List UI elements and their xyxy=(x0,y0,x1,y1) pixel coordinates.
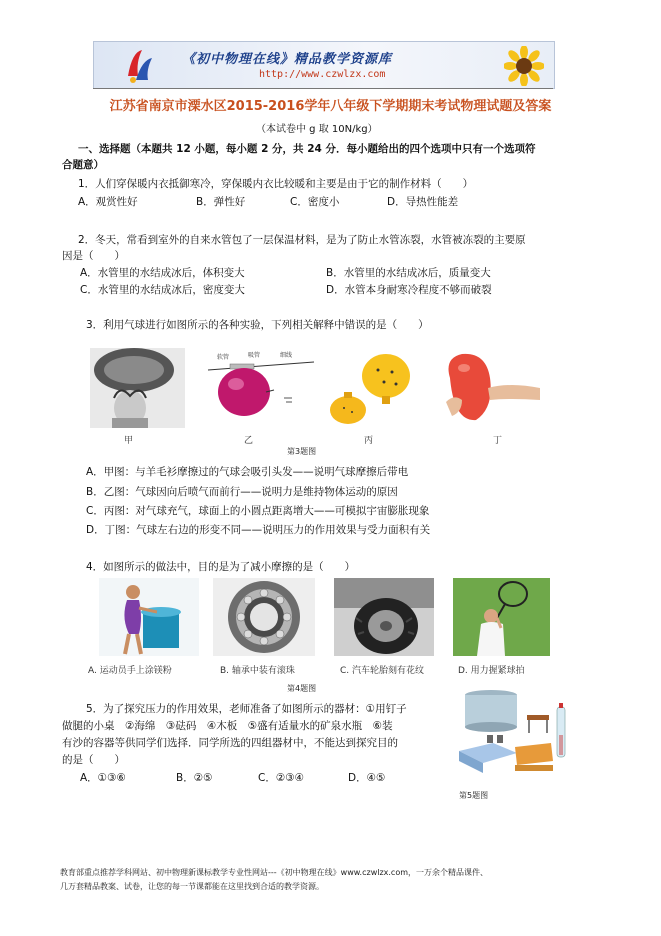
q3-option-a: A．甲图：与羊毛衫摩擦过的气球会吸引头发——说明气球摩擦后带电 xyxy=(86,466,409,478)
q4-figure-a xyxy=(99,578,199,656)
q3-label-yi: 乙 xyxy=(244,436,254,446)
q2-option-a: A．水管里的水结成冰后，体积变大 xyxy=(80,267,245,279)
footer-line1: 教育部重点推荐学科网站、初中物理新课标教学专业性网站---《初中物理在线》www.czwlzx.com，一万余个精品课件、 xyxy=(60,868,489,877)
q3-figure-bing xyxy=(326,350,416,430)
q4-option-a: A. 运动员手上涂镁粉 xyxy=(88,666,172,676)
q4-stem: 4．如图所示的做法中，目的是为了减小摩擦的是（ ） xyxy=(86,561,356,573)
q4-figure-b xyxy=(213,578,315,656)
q3-label-hose: 软管 xyxy=(217,354,230,361)
q1-option-d: D．导热性能差 xyxy=(387,196,459,208)
q5-caption: 第5题图 xyxy=(459,791,489,800)
header-divider xyxy=(93,88,553,89)
q3-option-c: C．丙图：对气球充气，球面上的小圆点距离增大——可模拟宇宙膨胀现象 xyxy=(86,505,430,517)
sunflower-icon xyxy=(504,46,544,86)
q3-option-d: D．丁图：气球左右边的形变不同——说明压力的作用效果与受力面积有关 xyxy=(86,524,431,536)
banner-url[interactable]: http://www.czwlzx.com xyxy=(259,69,386,80)
exam-title: 江苏省南京市溧水区2015-2016学年八年级下学期期末考试物理试题及答案 xyxy=(109,99,552,114)
q5-line4: 的是（ ） xyxy=(62,754,125,766)
q3-label-jia: 甲 xyxy=(124,436,134,446)
q2-stem-line1: 2．冬天，常看到室外的自来水管包了一层保温材料，是为了防止水管冻裂，水管被冻裂的主要原 xyxy=(78,234,526,246)
q3-label-straw: 吸管 xyxy=(248,352,261,359)
q4-figure-d xyxy=(453,578,550,656)
q3-caption: 第3题图 xyxy=(287,447,317,456)
q3-label-bing: 丙 xyxy=(364,436,374,446)
q3-figure-ding xyxy=(440,348,550,428)
page-footer xyxy=(60,866,620,894)
q5-option-c: C．②③④ xyxy=(258,772,305,784)
q2-option-b: B．水管里的水结成冰后，质量变大 xyxy=(326,267,491,279)
q3-figure-jia xyxy=(90,348,185,428)
section-heading-line2: 合题意） xyxy=(62,159,104,171)
q4-option-c: C. 汽车轮胎刻有花纹 xyxy=(340,666,425,676)
q4-option-d: D. 用力握紧球拍 xyxy=(458,666,525,676)
q5-line3: 有沙的容器等供同学们选择．同学所选的四组器材中，不能达到探究目的 xyxy=(62,737,398,749)
q5-line2: 做腿的小桌 ②海绵 ③砝码 ④木板 ⑤盛有适量水的矿泉水瓶 ⑥装 xyxy=(62,720,393,732)
exam-note: （本试卷中 g 取 10N/kg） xyxy=(256,124,378,135)
q1-option-c: C．密度小 xyxy=(290,196,340,208)
q5-option-d: D．④⑤ xyxy=(348,772,386,784)
q4-caption: 第4题图 xyxy=(287,684,317,693)
q3-stem: 3．利用气球进行如图所示的各种实验，下列相关解释中错误的是（ ） xyxy=(86,319,429,331)
site-logo-icon xyxy=(124,46,154,84)
q2-option-d: D．水管本身耐寒冷程度不够而破裂 xyxy=(326,284,492,296)
q4-option-b: B. 轴承中装有滚珠 xyxy=(220,666,295,676)
q5-figure xyxy=(455,687,580,782)
q5-option-b: B．②⑤ xyxy=(176,772,213,784)
q3-label-string: 细线 xyxy=(280,352,293,359)
footer-line2: 几万套精品教案、试卷，让您的每一节课都能在这里找到合适的教学资源。 xyxy=(60,882,324,891)
q5-line1: 5．为了探究压力的作用效果，老师准备了如图所示的器材：①用钉子 xyxy=(86,703,407,715)
q2-stem-line2: 因是（ ） xyxy=(62,250,125,262)
q1-option-a: A．观赏性好 xyxy=(78,196,138,208)
banner-title: 《初中物理在线》精品教学资源库 xyxy=(182,52,393,67)
q3-figure-yi xyxy=(206,352,316,427)
q1-option-b: B．弹性好 xyxy=(196,196,246,208)
header-banner xyxy=(93,41,555,89)
section-heading-line1: 一、选择题（本题共 12 小题，每小题 2 分，共 24 分．每小题给出的四个选项中只有一个选项符 xyxy=(78,143,536,155)
q1-stem: 1．人们穿保暖内衣抵御寒冷，穿保暖内衣比较暖和主要是由于它的制作材料（ ） xyxy=(78,178,474,190)
q3-option-b: B．乙图：气球因向后喷气而前行——说明力是维持物体运动的原因 xyxy=(86,486,398,498)
q4-figure-c xyxy=(334,578,434,656)
q3-label-ding: 丁 xyxy=(493,436,503,446)
q2-option-c: C．水管里的水结成冰后，密度变大 xyxy=(80,284,245,296)
q5-option-a: A．①③⑥ xyxy=(80,772,126,784)
